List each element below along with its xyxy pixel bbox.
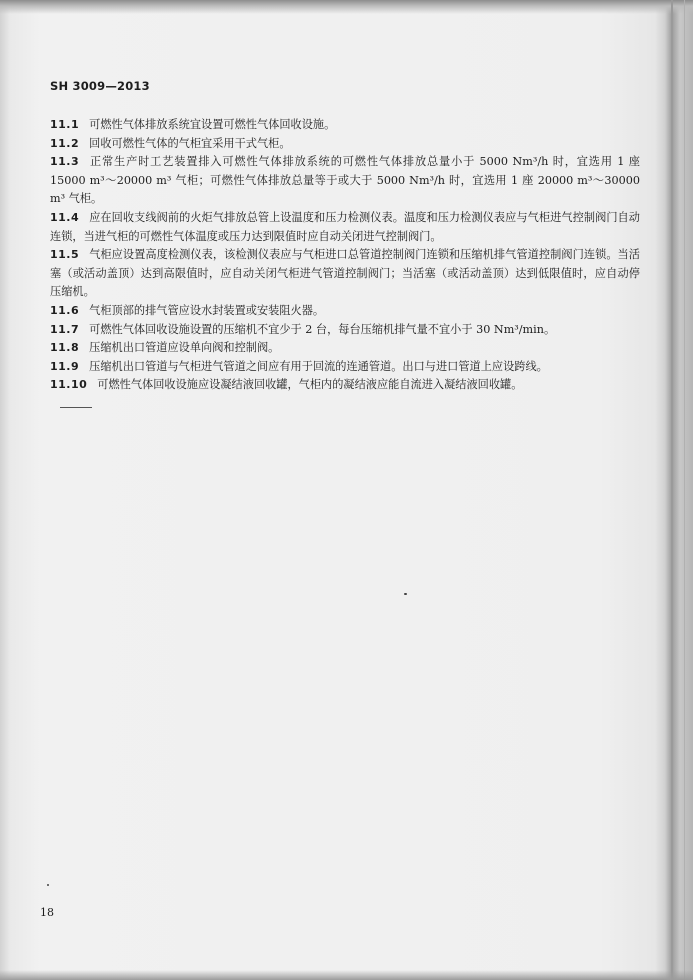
clause-number: 11.6: [50, 303, 80, 317]
clause-number: 11.8: [50, 341, 80, 355]
clause-text: 可燃性气体回收设施应设凝结液回收罐，气柜内的凝结液应能自流进入凝结液回收罐。: [97, 378, 523, 392]
clause-number: 11.7: [50, 322, 80, 336]
clause-11-9: [50, 358, 640, 377]
clause-list: [50, 116, 640, 395]
clause-number: 11.1: [50, 118, 80, 131]
clause-text: 气柜应设置高度检测仪表，该检测仪表应与气柜进口总管道控制阀门连锁和压缩机排气管道控制阀门连锁。当活塞（或活动盖顶）达到高限值时，应自动关闭气柜进气管道控制阀门；当活塞（或活动盖顶）达到低限值时，应自动停压缩机。: [50, 248, 640, 299]
scan-speck: [47, 884, 49, 886]
clause-11-10: [50, 376, 640, 395]
clause-11-6: [50, 302, 640, 321]
clause-number: 11.3: [50, 155, 80, 169]
clause-11-7: [50, 321, 640, 340]
clause-11-4: [50, 209, 640, 246]
clause-number: 11.2: [50, 136, 80, 150]
clause-number: 11.10: [50, 378, 88, 392]
clause-text: 应在回收支线阀前的火炬气排放总管上设温度和压力检测仪表。温度和压力检测仪表应与气柜进气控制阀门自动连锁，当进气柜的可燃性气体温度或压力达到限值时应自动关闭进气控制阀门。: [50, 210, 640, 243]
clause-11-3: [50, 153, 640, 209]
scan-speck: [404, 593, 407, 595]
clause-text: 正常生产时工艺装置排入可燃性气体排放系统的可燃性气体排放总量小于 5000 Nm³/h 时，宜选用 1 座 15000 m³～20000 m³ 气柜；可燃性气体排放总量等于或大于 5000 Nm³/h 时，宜选用 1 座 20000 m³～30000 m³ 气柜。: [50, 155, 640, 206]
clause-11-1: [50, 116, 640, 135]
standard-code: SH 3009—2013: [50, 79, 150, 93]
clause-11-2: [50, 135, 640, 154]
page-number: 18: [40, 906, 54, 919]
clause-text: 气柜顶部的排气管应设水封装置或安装阻火器。: [89, 303, 325, 317]
clause-text: 回收可燃性气体的气柜宜采用干式气柜。: [89, 136, 291, 150]
clause-text: 压缩机出口管道应设单向阀和控制阀。: [89, 341, 280, 355]
clause-number: 11.4: [50, 210, 80, 224]
clause-11-5: [50, 246, 640, 302]
clause-text: 可燃性气体回收设施设置的压缩机不宜少于 2 台，每台压缩机排气量不宜小于 30 Nm³/min。: [89, 322, 556, 336]
clause-text: 可燃性气体排放系统宜设置可燃性气体回收设施。: [89, 118, 336, 131]
clause-number: 11.5: [50, 248, 80, 262]
clause-number: 11.9: [50, 359, 80, 373]
clause-text: 压缩机出口管道与气柜进气管道之间应有用于回流的连通管道。出口与进口管道上应设跨线。: [89, 359, 548, 373]
section-end-rule: [60, 407, 92, 408]
clause-11-8: [50, 339, 640, 358]
